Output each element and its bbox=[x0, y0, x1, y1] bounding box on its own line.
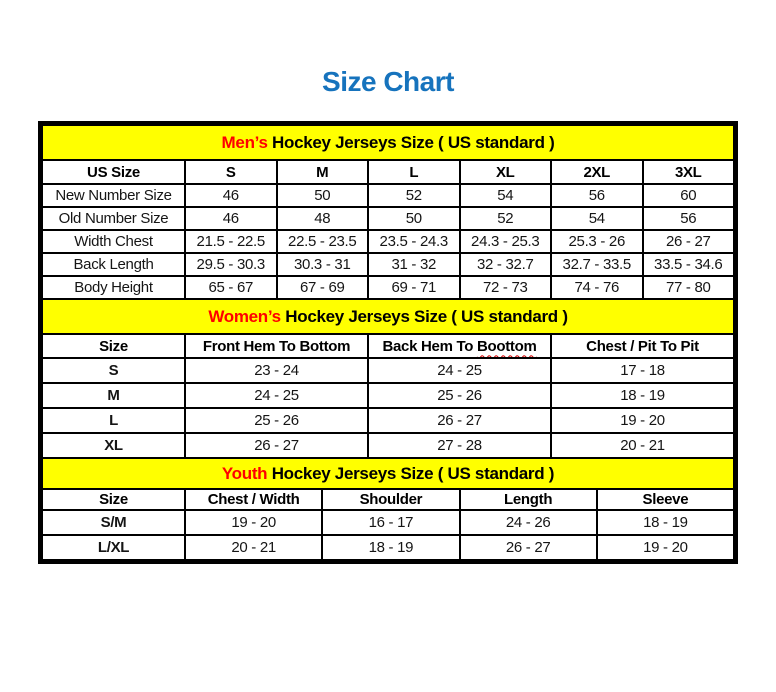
youth-size-table bbox=[41, 457, 735, 561]
womens-cell-value: 18 - 19 bbox=[551, 383, 734, 408]
mens-cell-value: 60 bbox=[643, 184, 735, 207]
womens-cell-value: 23 - 24 bbox=[185, 358, 368, 383]
womens-cell-value: 24 - 25 bbox=[368, 358, 551, 383]
mens-row-label: Width Chest bbox=[42, 230, 185, 253]
youth-banner-text: Hockey Jerseys Size ( US standard ) bbox=[267, 463, 555, 483]
mens-column-header-6: 3XL bbox=[643, 160, 735, 184]
youth-cell-value: 18 - 19 bbox=[597, 510, 734, 535]
mens-cell-value: 54 bbox=[551, 207, 643, 230]
womens-data-row-3 bbox=[42, 433, 734, 458]
mens-banner-text: Hockey Jerseys Size ( US standard ) bbox=[267, 132, 555, 152]
mens-row-label: New Number Size bbox=[42, 184, 185, 207]
womens-section-banner bbox=[42, 299, 734, 334]
womens-row-label: L bbox=[42, 408, 185, 433]
mens-cell-value: 77 - 80 bbox=[643, 276, 735, 299]
womens-cell-value: 27 - 28 bbox=[368, 433, 551, 458]
womens-row-label: XL bbox=[42, 433, 185, 458]
mens-header-row bbox=[42, 160, 734, 184]
mens-row-label: Old Number Size bbox=[42, 207, 185, 230]
womens-cell-value: 25 - 26 bbox=[185, 408, 368, 433]
mens-column-header-4: XL bbox=[460, 160, 552, 184]
mens-cell-value: 29.5 - 30.3 bbox=[185, 253, 277, 276]
mens-column-header-0: US Size bbox=[42, 160, 185, 184]
mens-cell-value: 69 - 71 bbox=[368, 276, 460, 299]
mens-cell-value: 32 - 32.7 bbox=[460, 253, 552, 276]
womens-cell-value: 26 - 27 bbox=[368, 408, 551, 433]
womens-row-label: M bbox=[42, 383, 185, 408]
youth-banner-highlight: Youth bbox=[221, 463, 268, 483]
mens-cell-value: 33.5 - 34.6 bbox=[643, 253, 735, 276]
womens-cell-value: 25 - 26 bbox=[368, 383, 551, 408]
womens-data-row-1 bbox=[42, 383, 734, 408]
mens-cell-value: 54 bbox=[460, 184, 552, 207]
youth-cell-value: 24 - 26 bbox=[460, 510, 597, 535]
womens-cell-value: 26 - 27 bbox=[185, 433, 368, 458]
womens-header-row bbox=[42, 334, 734, 358]
womens-banner-highlight: Women’s bbox=[208, 306, 281, 326]
youth-data-row-1 bbox=[42, 535, 734, 560]
youth-cell-value: 20 - 21 bbox=[185, 535, 322, 560]
mens-data-row-3 bbox=[42, 253, 734, 276]
youth-banner-row bbox=[42, 458, 734, 489]
mens-cell-value: 52 bbox=[368, 184, 460, 207]
mens-cell-value: 26 - 27 bbox=[643, 230, 735, 253]
mens-data-row-1 bbox=[42, 207, 734, 230]
mens-banner-highlight: Men’s bbox=[221, 132, 268, 152]
womens-cell-value: 24 - 25 bbox=[185, 383, 368, 408]
mens-size-table bbox=[41, 124, 735, 300]
mens-cell-value: 65 - 67 bbox=[185, 276, 277, 299]
mens-column-header-2: M bbox=[277, 160, 369, 184]
youth-column-header-0: Size bbox=[42, 489, 185, 510]
mens-cell-value: 46 bbox=[185, 184, 277, 207]
youth-column-header-4: Sleeve bbox=[597, 489, 734, 510]
mens-column-header-5: 2XL bbox=[551, 160, 643, 184]
mens-cell-value: 50 bbox=[368, 207, 460, 230]
womens-cell-value: 19 - 20 bbox=[551, 408, 734, 433]
womens-column-header-3: Chest / Pit To Pit bbox=[551, 334, 734, 358]
womens-banner-text: Hockey Jerseys Size ( US standard ) bbox=[280, 306, 568, 326]
youth-cell-value: 19 - 20 bbox=[597, 535, 734, 560]
mens-cell-value: 72 - 73 bbox=[460, 276, 552, 299]
youth-column-header-1: Chest / Width bbox=[185, 489, 322, 510]
womens-data-row-2 bbox=[42, 408, 734, 433]
mens-cell-value: 31 - 32 bbox=[368, 253, 460, 276]
youth-column-header-2: Shoulder bbox=[322, 489, 459, 510]
womens-size-table bbox=[41, 298, 735, 459]
mens-column-header-1: S bbox=[185, 160, 277, 184]
misspelled-word-squiggle: Boottom bbox=[476, 337, 537, 355]
size-chart bbox=[38, 121, 738, 564]
mens-data-row-0 bbox=[42, 184, 734, 207]
page-title: Size Chart bbox=[322, 66, 454, 97]
mens-cell-value: 23.5 - 24.3 bbox=[368, 230, 460, 253]
womens-banner-row bbox=[42, 299, 734, 334]
mens-cell-value: 22.5 - 23.5 bbox=[277, 230, 369, 253]
mens-section-banner bbox=[42, 125, 734, 160]
mens-cell-value: 25.3 - 26 bbox=[551, 230, 643, 253]
mens-cell-value: 74 - 76 bbox=[551, 276, 643, 299]
mens-cell-value: 50 bbox=[277, 184, 369, 207]
mens-data-row-2 bbox=[42, 230, 734, 253]
mens-cell-value: 56 bbox=[643, 207, 735, 230]
mens-cell-value: 21.5 - 22.5 bbox=[185, 230, 277, 253]
youth-row-label: S/M bbox=[42, 510, 185, 535]
mens-column-header-3: L bbox=[368, 160, 460, 184]
mens-cell-value: 52 bbox=[460, 207, 552, 230]
youth-header-row bbox=[42, 489, 734, 510]
mens-banner-row bbox=[42, 125, 734, 160]
youth-row-label: L/XL bbox=[42, 535, 185, 560]
youth-cell-value: 19 - 20 bbox=[185, 510, 322, 535]
mens-cell-value: 32.7 - 33.5 bbox=[551, 253, 643, 276]
womens-column-header-1: Front Hem To Bottom bbox=[185, 334, 368, 358]
youth-cell-value: 16 - 17 bbox=[322, 510, 459, 535]
womens-row-label: S bbox=[42, 358, 185, 383]
mens-row-label: Back Length bbox=[42, 253, 185, 276]
mens-cell-value: 48 bbox=[277, 207, 369, 230]
mens-cell-value: 46 bbox=[185, 207, 277, 230]
mens-cell-value: 67 - 69 bbox=[277, 276, 369, 299]
mens-cell-value: 30.3 - 31 bbox=[277, 253, 369, 276]
youth-data-row-0 bbox=[42, 510, 734, 535]
youth-section-banner bbox=[42, 458, 734, 489]
mens-data-row-4 bbox=[42, 276, 734, 299]
mens-cell-value: 56 bbox=[551, 184, 643, 207]
youth-column-header-3: Length bbox=[460, 489, 597, 510]
womens-data-row-0 bbox=[42, 358, 734, 383]
womens-column-header-2: Back Hem To Boottom bbox=[368, 334, 551, 358]
womens-cell-value: 20 - 21 bbox=[551, 433, 734, 458]
mens-row-label: Body Height bbox=[42, 276, 185, 299]
mens-cell-value: 24.3 - 25.3 bbox=[460, 230, 552, 253]
youth-cell-value: 18 - 19 bbox=[322, 535, 459, 560]
womens-column-header-0: Size bbox=[42, 334, 185, 358]
youth-cell-value: 26 - 27 bbox=[460, 535, 597, 560]
womens-cell-value: 17 - 18 bbox=[551, 358, 734, 383]
